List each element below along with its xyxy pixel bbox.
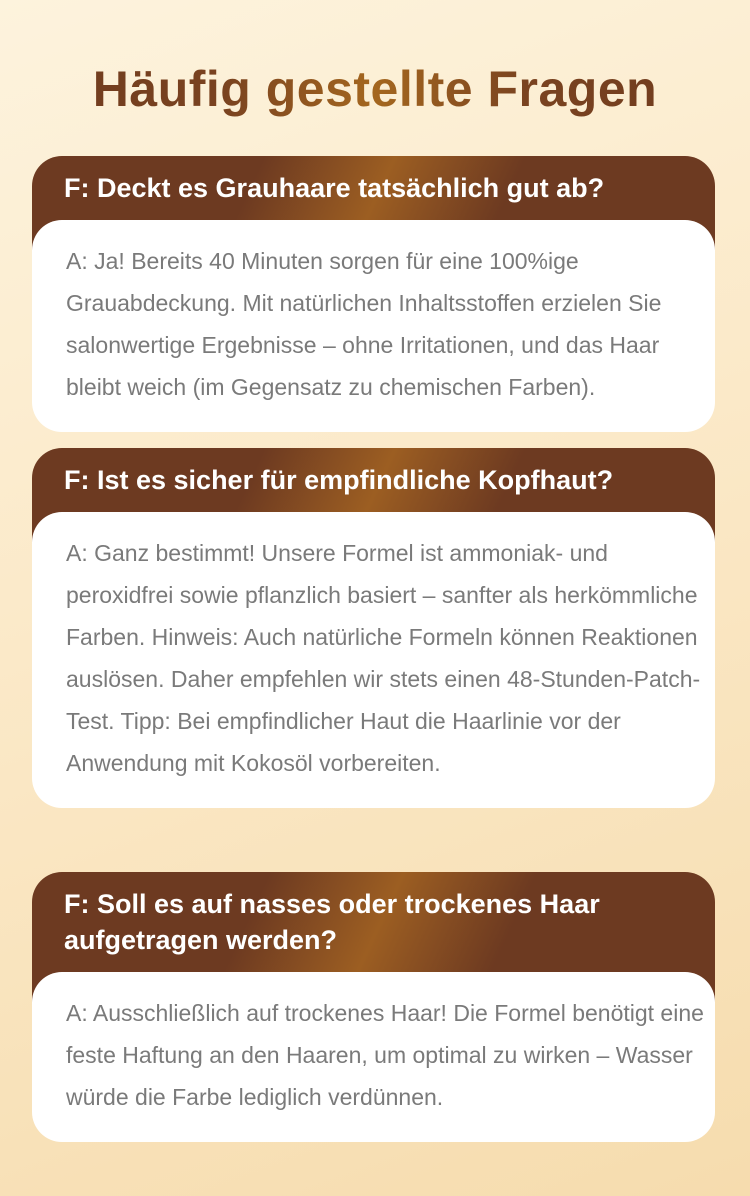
page-title: Häufig gestellte Fragen: [0, 58, 750, 120]
faq-question: F: Ist es sicher für empfindliche Kopfhaut?: [32, 448, 715, 542]
faq-answer: A: Ausschließlich auf trockenes Haar! Die Formel benötigt eine feste Haftung an den Haaren, um optimal zu wirken – Wasser würde die Farbe lediglich verdünnen.: [32, 972, 715, 1142]
faq-item: [32, 156, 715, 432]
faq-answer: A: Ganz bestimmt! Unsere Formel ist ammoniak- und peroxidfrei sowie pflanzlich basiert – sanfter als herkömmliche Farben. Hinweis: Auch natürliche Formeln können Reaktionen auslösen. Daher empfehlen wir stets einen 48-Stunden-Patch-Test. Tipp: Bei empfindlicher Haut die Haarlinie vor der Anwendung mit Kokosöl vorbereiten.: [32, 512, 715, 808]
faq-question: F: Soll es auf nasses oder trockenes Haar aufgetragen werden?: [32, 872, 715, 1002]
faq-question: F: Deckt es Grauhaare tatsächlich gut ab?: [32, 156, 715, 250]
faq-answer: A: Ja! Bereits 40 Minuten sorgen für eine 100%ige Grauabdeckung. Mit natürlichen Inhaltsstoffen erzielen Sie salonwertige Ergebnisse – ohne Irritationen, und das Haar bleibt weich (im Gegensatz zu chemischen Farben).: [32, 220, 715, 432]
faq-item: [32, 448, 715, 808]
faq-item: [32, 872, 715, 1142]
